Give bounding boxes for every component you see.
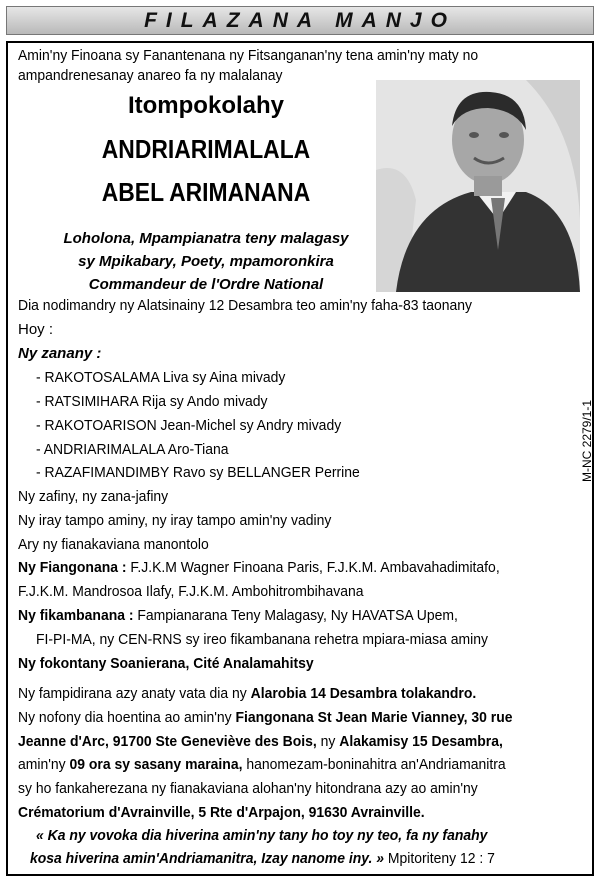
ad-reference: M-NC 2279/1-1 xyxy=(580,399,594,482)
child-item: - RAKOTOARISON Jean-Michel sy Andry mivady xyxy=(36,417,342,434)
churches-line-1 xyxy=(18,558,500,578)
deceased-given-names: ABEL ARIMANANA xyxy=(101,177,311,207)
fokontany-line: Ny fokontany Soanierana, Cité Analamahitsy xyxy=(18,655,314,672)
relatives-line: Ny zafiny, ny zana-jafiny xyxy=(18,488,169,505)
ceremony-text: Ny fampidirana azy anaty vata dia ny xyxy=(18,685,251,702)
child-item: - RAKOTOSALAMA Liva sy Aina mivady xyxy=(36,369,286,386)
ceremony-text: hanomezam-boninahitra an'Andriamanitra xyxy=(242,756,506,773)
header-banner xyxy=(6,6,594,35)
intro-line-1: Amin'ny Finoana sy Fanantenana ny Fitsanganan'ny tena amin'ny maty no xyxy=(18,47,479,64)
intro-line-2: ampandrenesanay anareo fa ny malalanay xyxy=(18,67,283,84)
associations-text-1: Fampianarana Teny Malagasy, Ny HAVATSA Upem, xyxy=(133,607,458,624)
crematorium-line: Crématorium d'Avrainville, 5 Rte d'Arpajon, 91630 Avrainville. xyxy=(18,804,425,821)
ceremony-text: Ny nofony dia hoentina ao amin'ny xyxy=(18,709,236,726)
ceremony-line-5: sy ho fankaherezana ny fianakaviana alohan'ny hitondrana azy ao amin'ny xyxy=(18,780,478,797)
title-line-3: Commandeur de l'Ordre National xyxy=(88,276,324,293)
verse-line-1: « Ka ny vovoka dia hiverina amin'ny tany ho toy ny teo, fa ny fanahy xyxy=(36,827,488,844)
relatives-line: Ny iray tampo aminy, ny iray tampo amin'ny vadiny xyxy=(18,512,332,529)
hoy-label: Hoy : xyxy=(18,321,54,338)
ceremony-line-4 xyxy=(18,755,506,775)
ceremony-date-2: Alakamisy 15 Desambra, xyxy=(339,733,503,750)
associations-line-2: FI-PI-MA, ny CEN-RNS sy ireo fikambanana rehetra mpiara-miasa aminy xyxy=(36,631,488,648)
portrait-icon xyxy=(376,80,580,292)
title-line-2: sy Mpikabary, Poety, mpamoronkira xyxy=(78,253,334,270)
churches-line-2: F.J.K.M. Mandrosoa Ilafy, F.J.K.M. Ambohitrombihavana xyxy=(18,583,364,600)
ceremony-text: amin'ny xyxy=(18,756,70,773)
header-title: FILAZANA MANJO xyxy=(144,9,456,32)
ceremony-address: Jeanne d'Arc, 91700 Ste Geneviève des Bois, xyxy=(18,733,317,750)
ceremony-line-1 xyxy=(18,684,476,704)
child-item: - RAZAFIMANDIMBY Ravo sy BELLANGER Perrine xyxy=(36,464,360,481)
verse-line-2 xyxy=(30,849,495,869)
title-line-1: Loholona, Mpampianatra teny malagasy xyxy=(63,230,349,247)
verse-reference: Mpitoriteny 12 : 7 xyxy=(383,850,495,867)
death-announcement: Dia nodimandry ny Alatsinainy 12 Desambra teo amin'ny faha-83 taonany xyxy=(18,297,472,314)
ceremony-date-1: Alarobia 14 Desambra tolakandro. xyxy=(250,685,477,702)
associations-line-1 xyxy=(18,606,458,626)
ceremony-time: 09 ora sy sasany maraina, xyxy=(69,756,243,773)
churches-label: Ny Fiangonana : xyxy=(18,559,127,576)
honorific: Itompokolahy xyxy=(127,92,284,119)
ceremony-line-3 xyxy=(18,732,503,752)
verse-text-2: kosa hiverina amin'Andriamanitra, Izay nanome iny. » xyxy=(30,850,384,867)
child-item: - RATSIMIHARA Rija sy Ando mivady xyxy=(36,393,268,410)
deceased-surname: ANDRIARIMALALA xyxy=(101,134,311,164)
children-heading: Ny zanany : xyxy=(18,345,102,362)
child-item: - ANDRIARIMALALA Aro-Tiana xyxy=(36,441,229,458)
ceremony-text: ny xyxy=(316,733,340,750)
ceremony-church: Fiangonana St Jean Marie Vianney, 30 rue xyxy=(235,709,513,726)
associations-label: Ny fikambanana : xyxy=(18,607,134,624)
ceremony-line-2 xyxy=(18,708,513,728)
relatives-line: Ary ny fianakaviana manontolo xyxy=(18,536,209,553)
churches-text-1: F.J.K.M Wagner Finoana Paris, F.J.K.M. Ambavahadimitafo, xyxy=(126,559,500,576)
portrait-photo xyxy=(376,80,580,292)
